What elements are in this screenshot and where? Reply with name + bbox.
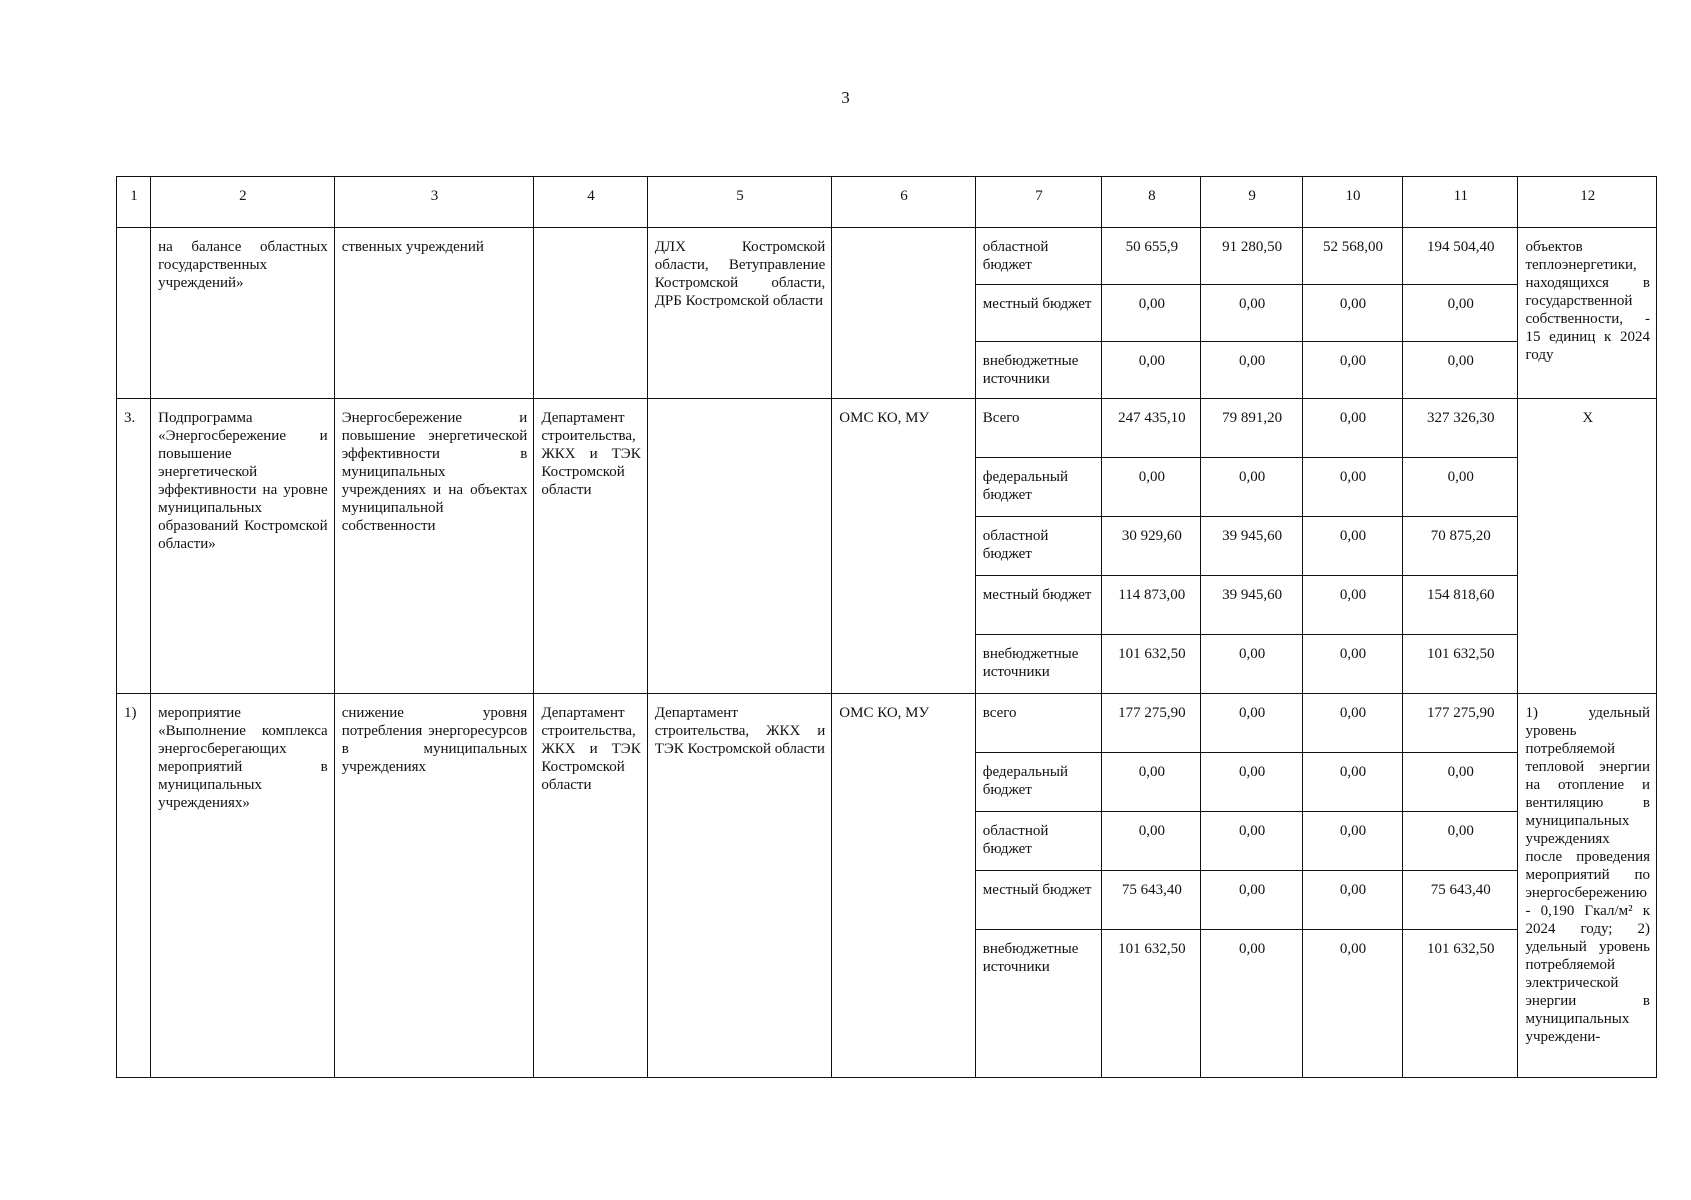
cell-value-9: 0,00 (1201, 342, 1302, 399)
cell-value-9: 91 280,50 (1201, 228, 1302, 285)
cell-value-10: 0,00 (1302, 517, 1402, 576)
cell-executors: Департамент строительства, ЖКХ и ТЭК Костромской области (647, 694, 832, 1078)
cell-value-11: 0,00 (1403, 753, 1518, 812)
cell-value-8: 247 435,10 (1102, 399, 1201, 458)
cell-value-10: 0,00 (1302, 342, 1402, 399)
cell-value-9: 39 945,60 (1201, 576, 1302, 635)
cell-value-11: 70 875,20 (1403, 517, 1518, 576)
table-row (117, 228, 1657, 285)
header-row (117, 177, 1657, 228)
cell-source-label: внебюджетные источники (975, 342, 1101, 399)
cell-value-11: 101 632,50 (1403, 930, 1518, 1078)
cell-source-label: внебюджетные источники (975, 930, 1101, 1078)
cell-participants: ОМС КО, МУ (832, 694, 975, 1078)
cell-value-11: 177 275,90 (1403, 694, 1518, 753)
cell-value-11: 0,00 (1403, 285, 1518, 342)
cell-value-9: 0,00 (1201, 458, 1302, 517)
cell-source-label: федеральный бюджет (975, 753, 1101, 812)
cell-source-label: местный бюджет (975, 871, 1101, 930)
cell-number: 1) (117, 694, 151, 1078)
cell-participants: ОМС КО, МУ (832, 399, 975, 694)
table-row (117, 694, 1657, 753)
cell-goal: Энергосбережение и повышение энергетической эффективности в муниципальных учреждениях и на объектах муниципальной собственности (334, 399, 534, 694)
cell-value-9: 0,00 (1201, 635, 1302, 694)
header-cell-3: 3 (334, 177, 534, 228)
cell-source-label: местный бюджет (975, 285, 1101, 342)
cell-source-label: областной бюджет (975, 812, 1101, 871)
cell-source-label: федеральный бюджет (975, 458, 1101, 517)
cell-value-9: 0,00 (1201, 871, 1302, 930)
table-row (117, 399, 1657, 458)
cell-value-8: 101 632,50 (1102, 635, 1201, 694)
cell-participants (832, 228, 975, 399)
cell-value-9: 0,00 (1201, 694, 1302, 753)
header-cell-7: 7 (975, 177, 1101, 228)
header-cell-10: 10 (1302, 177, 1402, 228)
cell-value-11: 194 504,40 (1403, 228, 1518, 285)
cell-responsible: Департамент строительства, ЖКХ и ТЭК Костромской области (534, 399, 647, 694)
cell-value-11: 75 643,40 (1403, 871, 1518, 930)
cell-name: Подпрограмма «Энергосбережение и повышение энергетической эффективности на уровне муниципальных образований Костромской области» (151, 399, 335, 694)
cell-value-10: 0,00 (1302, 812, 1402, 871)
header-cell-1: 1 (117, 177, 151, 228)
cell-value-10: 0,00 (1302, 576, 1402, 635)
cell-value-11: 327 326,30 (1403, 399, 1518, 458)
cell-source-label: всего (975, 694, 1101, 753)
cell-value-11: 154 818,60 (1403, 576, 1518, 635)
cell-executors (647, 399, 832, 694)
header-cell-12: 12 (1518, 177, 1657, 228)
cell-responsible (534, 228, 647, 399)
cell-value-8: 0,00 (1102, 458, 1201, 517)
program-table (116, 176, 1657, 1078)
cell-value-10: 0,00 (1302, 285, 1402, 342)
cell-value-11: 0,00 (1403, 342, 1518, 399)
cell-value-8: 0,00 (1102, 812, 1201, 871)
cell-value-9: 39 945,60 (1201, 517, 1302, 576)
cell-value-8: 0,00 (1102, 753, 1201, 812)
cell-source-label: Всего (975, 399, 1101, 458)
header-cell-2: 2 (151, 177, 335, 228)
cell-source-label: внебюджетные источники (975, 635, 1101, 694)
header-cell-6: 6 (832, 177, 975, 228)
cell-value-10: 0,00 (1302, 871, 1402, 930)
header-cell-5: 5 (647, 177, 832, 228)
cell-value-8: 0,00 (1102, 285, 1201, 342)
header-cell-9: 9 (1201, 177, 1302, 228)
cell-goal: снижение уровня потребления энергоресурсов в муниципальных учреждениях (334, 694, 534, 1078)
cell-name: мероприятие «Выполнение комплекса энергосберегающих мероприятий в муниципальных учреждениях» (151, 694, 335, 1078)
header-cell-11: 11 (1403, 177, 1518, 228)
cell-value-11: 0,00 (1403, 458, 1518, 517)
cell-executors: ДЛХ Костромской области, Ветуправление Костромской области, ДРБ Костромской области (647, 228, 832, 399)
cell-value-10: 0,00 (1302, 399, 1402, 458)
cell-value-9: 0,00 (1201, 285, 1302, 342)
cell-responsible: Департамент строительства, ЖКХ и ТЭК Костромской области (534, 694, 647, 1078)
cell-value-10: 52 568,00 (1302, 228, 1402, 285)
cell-value-9: 0,00 (1201, 753, 1302, 812)
cell-value-8: 75 643,40 (1102, 871, 1201, 930)
cell-value-9: 0,00 (1201, 930, 1302, 1078)
cell-value-10: 0,00 (1302, 694, 1402, 753)
cell-value-8: 177 275,90 (1102, 694, 1201, 753)
cell-value-11: 0,00 (1403, 812, 1518, 871)
cell-name: на балансе областных государственных учреждений» (151, 228, 335, 399)
cell-value-10: 0,00 (1302, 753, 1402, 812)
page-number: 3 (841, 88, 850, 107)
cell-value-10: 0,00 (1302, 635, 1402, 694)
cell-indicator: 1) удельный уровень потребляемой тепловой энергии на отопление и вентиляцию в муниципальных учреждениях после проведения мероприятий по энергосбережению - 0,190 Гкал/м² к 2024 году; 2) удельный уровень потребляемой электрической энергии в муниципальных учреждени- (1518, 694, 1657, 1078)
cell-value-8: 101 632,50 (1102, 930, 1201, 1078)
cell-indicator: X (1518, 399, 1657, 694)
cell-value-8: 0,00 (1102, 342, 1201, 399)
cell-value-10: 0,00 (1302, 930, 1402, 1078)
cell-value-8: 50 655,9 (1102, 228, 1201, 285)
cell-value-9: 79 891,20 (1201, 399, 1302, 458)
cell-number: 3. (117, 399, 151, 694)
header-cell-4: 4 (534, 177, 647, 228)
cell-value-10: 0,00 (1302, 458, 1402, 517)
cell-value-8: 114 873,00 (1102, 576, 1201, 635)
cell-indicator: объектов теплоэнергетики, находящихся в государственной собственности, - 15 единиц к 2024 году (1518, 228, 1657, 399)
cell-source-label: местный бюджет (975, 576, 1101, 635)
cell-value-8: 30 929,60 (1102, 517, 1201, 576)
cell-number (117, 228, 151, 399)
cell-goal: ственных учреждений (334, 228, 534, 399)
cell-value-11: 101 632,50 (1403, 635, 1518, 694)
cell-source-label: областной бюджет (975, 517, 1101, 576)
cell-source-label: областной бюджет (975, 228, 1101, 285)
header-cell-8: 8 (1102, 177, 1201, 228)
cell-value-9: 0,00 (1201, 812, 1302, 871)
